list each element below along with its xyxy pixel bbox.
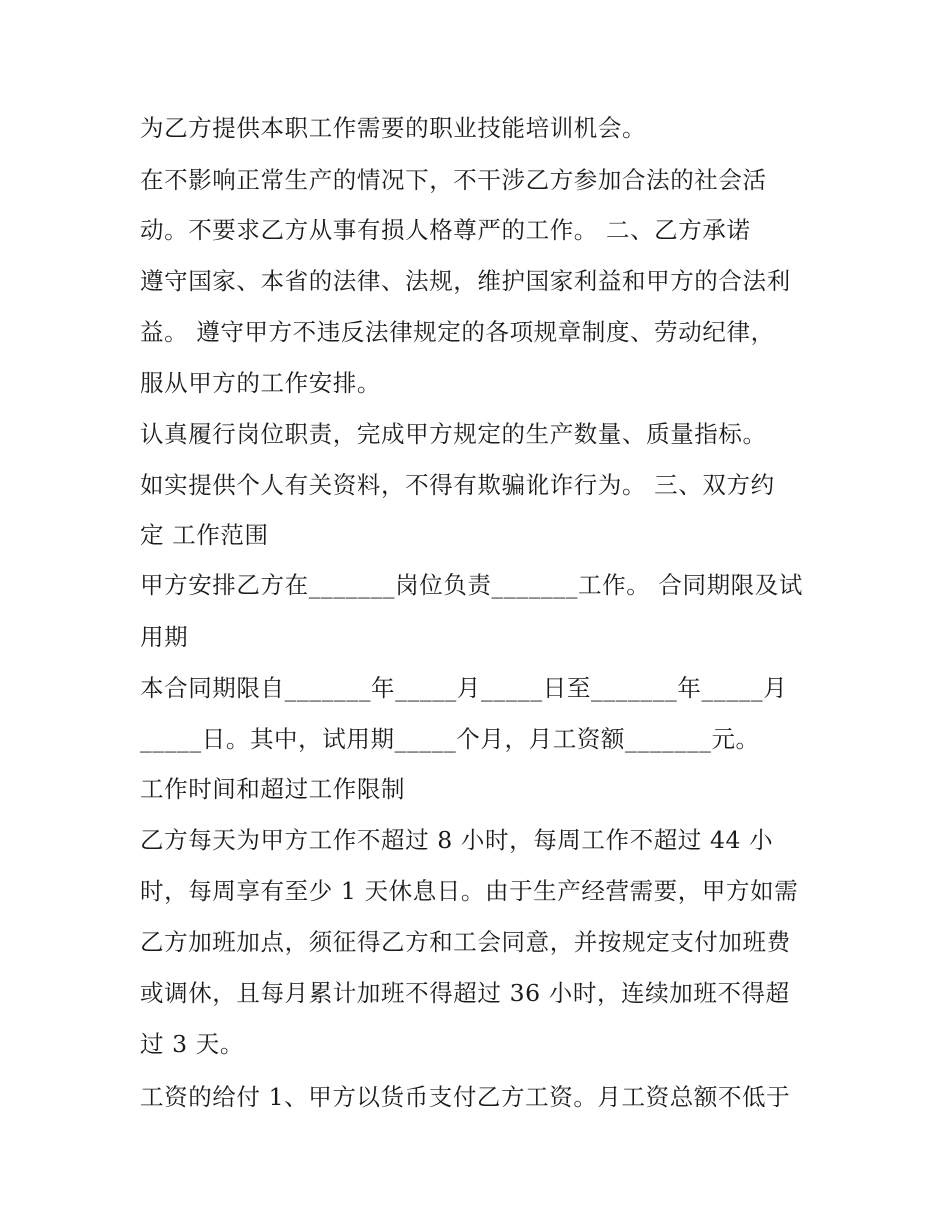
text-line: 时，每周享有至少 1 天休息日。由于生产经营需要，甲方如需 <box>140 877 799 905</box>
text-line: 在不影响正常生产的情况下，不干涉乙方参加合法的社会活 <box>140 166 767 194</box>
text-line: 认真履行岗位职责，完成甲方规定的生产数量、质量指标。 <box>140 420 767 448</box>
text-line: 甲方安排乙方在_______岗位负责_______工作。 合同期限及试 <box>140 571 803 599</box>
text-line: 本合同期限自_______年_____月_____日至_______年_____月 <box>140 674 788 702</box>
text-line: 动。不要求乙方从事有损人格尊严的工作。 二、乙方承诺 <box>140 216 751 244</box>
text-line: 遵守国家、本省的法律、法规，维护国家利益和甲方的合法利 <box>140 267 791 295</box>
text-line: 益。 遵守甲方不违反法律规定的各项规章制度、劳动纪律， <box>140 318 775 346</box>
text-line: 为乙方提供本职工作需要的职业技能培训机会。 <box>140 114 647 142</box>
text-line: 工作时间和超过工作限制 <box>140 775 406 803</box>
text-line: 乙方每天为甲方工作不超过 8 小时，每周工作不超过 44 小 <box>140 826 774 854</box>
text-line: 定 工作范围 <box>140 521 269 549</box>
text-line: 乙方加班加点，须征得乙方和工会同意，并按规定支付加班费 <box>140 928 791 956</box>
text-line: 如实提供个人有关资料，不得有欺骗讹诈行为。 三、双方约 <box>140 471 775 499</box>
text-line: 过 3 天。 <box>140 1030 244 1058</box>
text-line: 用期 <box>140 623 189 651</box>
text-line: 工资的给付 1、甲方以货币支付乙方工资。月工资总额不低于 <box>140 1083 791 1111</box>
text-line: 或调休，且每月累计加班不得超过 36 小时，连续加班不得超 <box>140 979 790 1007</box>
text-line: _____日。其中，试用期_____个月，月工资额_______元。 <box>140 725 760 753</box>
text-line: 服从甲方的工作安排。 <box>140 369 381 397</box>
